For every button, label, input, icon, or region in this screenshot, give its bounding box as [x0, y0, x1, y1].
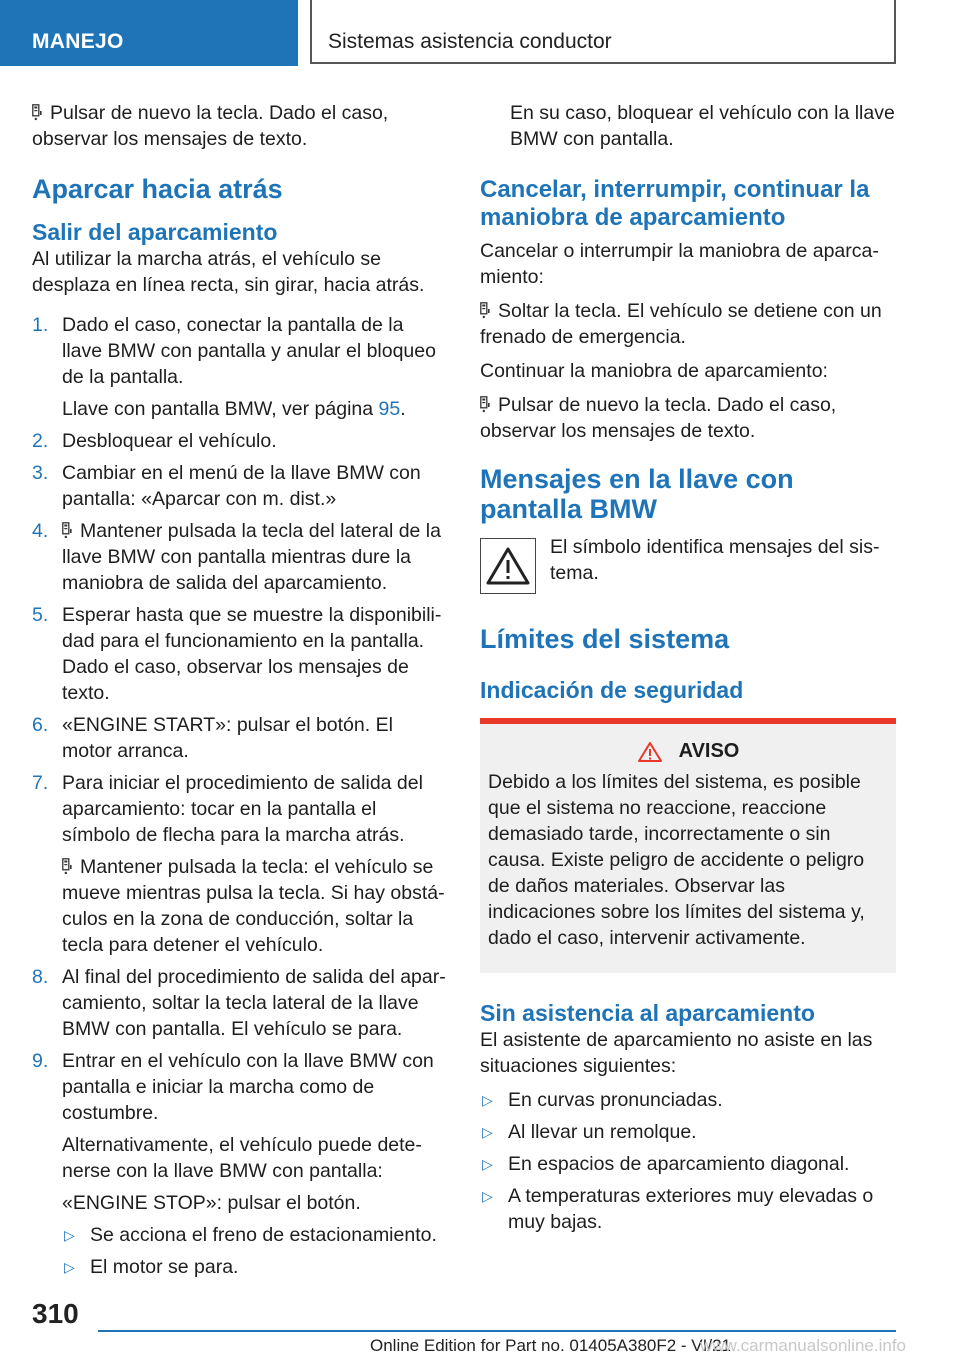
triangle-bullet-icon: ▷	[64, 1259, 75, 1275]
step-sub	[62, 854, 448, 958]
key-button-icon	[62, 522, 72, 539]
cancel-text: Soltar la tecla. El vehículo se detiene con un frenado de emergencia.	[480, 300, 882, 348]
step-sub-text: Mantener pulsada la tecla: el vehículo se mueve mientras pulsa la tecla. Si hay obstáculos en la zona de conducción, soltar la tecla para detener el vehículo.	[62, 856, 445, 956]
step-sub-text: Llave con pantalla BMW, ver página	[62, 398, 379, 420]
step-sub-post: .	[400, 398, 406, 420]
step-bullets	[62, 1222, 448, 1280]
step-number: 7.	[32, 772, 49, 794]
step-item	[32, 964, 448, 1042]
step-item	[32, 1048, 448, 1280]
step-number: 2.	[32, 430, 49, 452]
list-item	[480, 1151, 896, 1177]
step-text: Cambiar en el menú de la llave BMW con pantalla: «Aparcar con m. dist.»	[62, 462, 421, 510]
list-item-text: A temperaturas exteriores muy elevadas o muy bajas.	[508, 1185, 874, 1233]
left-column	[32, 100, 448, 1286]
list-item	[480, 1183, 896, 1235]
step-item	[32, 518, 448, 596]
intro-paragraph	[32, 100, 448, 152]
key-button-icon	[62, 858, 72, 875]
heading-limites: Límites del sistema	[480, 624, 730, 654]
heading-cancelar: Cancelar, interrumpir, continuar la maniobra de aparcamiento	[480, 176, 870, 231]
list-item-text: En curvas pronunciadas.	[508, 1089, 723, 1111]
page-link[interactable]: 95	[378, 398, 401, 420]
step-sub	[62, 396, 448, 422]
triangle-bullet-icon: ▷	[64, 1227, 75, 1243]
step-text: Dado el caso, conectar la pantalla de la llave BMW con pantalla y anular el bloqueo de la pantalla.	[62, 314, 436, 388]
chapter-title: Sistemas asistencia conductor	[310, 0, 896, 64]
step-number: 1.	[32, 314, 49, 336]
warning-triangle-icon	[637, 741, 663, 763]
step-text: Esperar hasta que se muestre la disponibilidad para el funcionamiento en la pantalla. Dado el caso, observar los mensajes de texto.	[62, 604, 442, 704]
heading-sin-asistencia: Sin asistencia al aparcamiento	[480, 1000, 815, 1026]
steps-list	[32, 312, 448, 1280]
heading-salir: Salir del aparcamiento	[32, 219, 278, 245]
list-item-text: Al llevar un remolque.	[508, 1121, 697, 1143]
list-item-text: Se acciona el freno de estacionamiento.	[90, 1224, 437, 1246]
heading-mensajes: Mensajes en la llave con pantalla BMW	[480, 464, 794, 524]
step-text: Mantener pulsada la tecla del lateral de la llave BMW con pantalla mientras dure la maniobra de salida del aparcamiento.	[62, 520, 441, 594]
step-item	[32, 312, 448, 422]
list-item	[62, 1254, 448, 1280]
salir-paragraph: Al utilizar la marcha atrás, el vehículo se desplaza en línea recta, sin girar, hacia atrás.	[32, 248, 425, 296]
cancel-paragraph: Continuar la maniobra de aparcamiento:	[480, 360, 828, 382]
sin-paragraph: El asistente de aparcamiento no asiste en las situaciones siguientes:	[480, 1029, 873, 1077]
step-text: Desbloquear el vehículo.	[62, 430, 277, 452]
notice-title-text: AVISO	[678, 740, 740, 762]
cancel-paragraph	[480, 392, 896, 444]
step-text: «ENGINE START»: pulsar el botón. El motor arranca.	[62, 714, 393, 762]
warning-notice	[480, 718, 896, 973]
watermark: www.carmanualsonline.info	[700, 1336, 906, 1355]
list-item-text: El motor se para.	[90, 1256, 239, 1278]
step-text: Entrar en el vehículo con la llave BMW con pantalla e iniciar la marcha como de costumbre.	[62, 1050, 434, 1124]
section-tab[interactable]: MANEJO	[0, 0, 298, 66]
notice-text: Debido a los límites del sistema, es posible que el sistema no reaccione, reaccione demasiado tarde, incorrectamente o sin causa. Existe peligro de accidente o peligro de daños materiales. Observar las indicaciones sobre los límites del sistema y, dado el caso, intervenir activamente.	[488, 771, 865, 949]
step-number: 6.	[32, 714, 49, 736]
notice-title	[488, 740, 888, 763]
step-item	[32, 460, 448, 512]
cancel-paragraph	[480, 298, 896, 350]
cancel-text: Pulsar de nuevo la tecla. Dado el caso, observar los mensajes de texto.	[480, 394, 837, 442]
triangle-bullet-icon: ▷	[482, 1092, 493, 1108]
step-item	[32, 428, 448, 454]
step-item	[32, 712, 448, 764]
triangle-bullet-icon: ▷	[482, 1124, 493, 1140]
step-text: Al final del procedimiento de salida del aparcamiento, soltar la tecla lateral de la llave BMW con pantalla. El vehículo se para.	[62, 966, 446, 1040]
triangle-bullet-icon: ▷	[482, 1156, 493, 1172]
step-number: 4.	[32, 520, 49, 542]
edition-text: Online Edition for Part no. 01405A380F2 - VI/21	[370, 1336, 732, 1355]
key-button-icon	[32, 104, 42, 121]
list-item-text: En espacios de aparcamiento diagonal.	[508, 1153, 850, 1175]
sin-list	[480, 1087, 896, 1235]
step-number: 3.	[32, 462, 49, 484]
step-text: Para iniciar el procedimiento de salida del aparcamiento: tocar en la pantalla el símbolo de flecha para la marcha atrás.	[62, 772, 423, 846]
heading-aparcar: Aparcar hacia atrás	[32, 174, 283, 204]
heading-seguridad: Indicación de seguridad	[480, 677, 744, 703]
warning-triangle-icon	[480, 538, 536, 594]
triangle-bullet-icon: ▷	[482, 1188, 493, 1204]
step-number: 9.	[32, 1050, 49, 1072]
list-item	[62, 1222, 448, 1248]
step-item	[32, 770, 448, 958]
key-button-icon	[480, 302, 490, 319]
continuation-paragraph: En su caso, bloquear el vehículo con la llave BMW con pantalla.	[510, 102, 895, 150]
right-column	[480, 100, 896, 1241]
cancel-paragraph: Cancelar o interrumpir la maniobra de aparcamiento:	[480, 240, 879, 288]
step-sub: Alternativamente, el vehículo puede detenerse con la llave BMW con pantalla:	[62, 1134, 422, 1182]
step-item	[32, 602, 448, 706]
key-button-icon	[480, 396, 490, 413]
list-item	[480, 1087, 896, 1113]
step-number: 8.	[32, 966, 49, 988]
step-sub: «ENGINE STOP»: pulsar el botón.	[62, 1192, 361, 1214]
list-item	[480, 1119, 896, 1145]
intro-text: Pulsar de nuevo la tecla. Dado el caso, observar los mensajes de texto.	[32, 102, 389, 150]
mensajes-paragraph: El símbolo identifica mensajes del sistema.	[550, 536, 880, 584]
warning-symbol-row	[480, 534, 896, 594]
page-number: 310	[32, 1298, 79, 1329]
step-number: 5.	[32, 604, 49, 626]
footer-divider	[98, 1330, 896, 1332]
